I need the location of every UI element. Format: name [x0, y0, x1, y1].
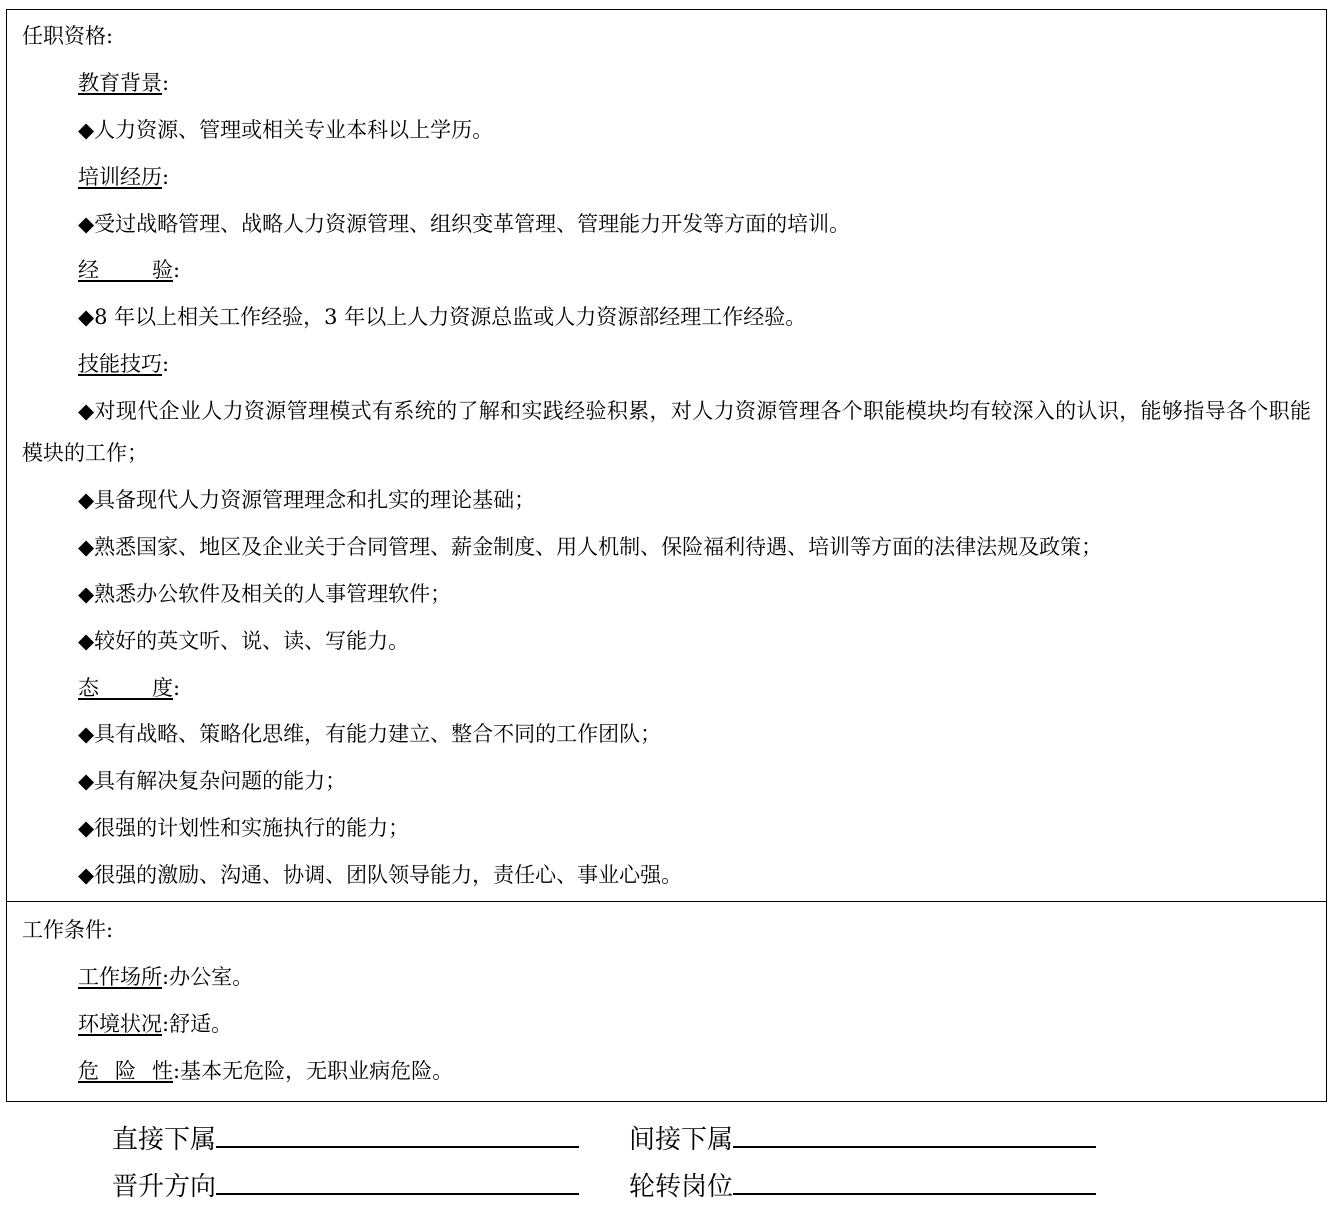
attitude-item-4: ◆很强的激励、沟通、协调、团队领导能力，责任心、事业心强。 — [78, 863, 683, 887]
attitude-label: 态 度: — [78, 676, 181, 700]
direct-subordinates-label: 直接下属 — [112, 1125, 217, 1155]
heading-colon: : — [106, 24, 114, 48]
environment-row — [78, 1010, 1326, 1038]
indirect-subordinates-label: 间接下属 — [629, 1125, 734, 1155]
location-label: 工作场所 — [78, 965, 162, 989]
indirect-subordinates-field — [629, 1120, 1096, 1157]
attitude-item-3: ◆很强的计划性和实施执行的能力； — [78, 816, 410, 840]
job-description-table — [6, 9, 1327, 1102]
environment-label: 环境状况 — [78, 1012, 162, 1036]
promotion-direction-field — [112, 1167, 579, 1204]
direct-subordinates-blank[interactable] — [216, 1120, 579, 1148]
training-label-text: 培训经历 — [78, 165, 162, 189]
risk-row — [78, 1057, 1326, 1085]
qualifications-section — [7, 9, 1326, 902]
heading-colon: : — [106, 918, 114, 942]
education-label-text: 教育背景 — [78, 71, 162, 95]
skills-item-4: ◆熟悉办公软件及相关的人事管理软件； — [78, 582, 452, 606]
conditions-heading-text: 工作条件 — [22, 918, 106, 942]
skills-item-2: ◆具备现代人力资源管理理念和扎实的理论基础； — [78, 488, 536, 512]
conditions-heading — [22, 916, 1326, 944]
location-value: :办公室。 — [162, 965, 254, 989]
skills-label-text: 技能技巧 — [78, 352, 162, 376]
skills-label: 技能技巧: — [78, 352, 170, 376]
education-label: 教育背景: — [78, 71, 170, 95]
experience-label: 经 验: — [78, 258, 181, 282]
qualifications-heading — [22, 22, 1326, 50]
environment-value: :舒适。 — [162, 1012, 233, 1036]
skills-item-3: ◆熟悉国家、地区及企业关于合同管理、薪金制度、用人机制、保险福利待遇、培训等方面的法律法规及政策； — [78, 535, 1103, 559]
training-item: ◆受过战略管理、战略人力资源管理、组织变革管理、管理能力开发等方面的培训。 — [78, 212, 851, 236]
attitude-label-text: 态 度 — [78, 676, 173, 700]
promotion-direction-blank[interactable] — [216, 1167, 579, 1195]
risk-label: 危 险 性 — [78, 1059, 173, 1083]
rotation-position-label: 轮转岗位 — [629, 1172, 734, 1202]
conditions-section — [7, 902, 1326, 1102]
attitude-item-2: ◆具有解决复杂问题的能力； — [78, 769, 347, 793]
promotion-direction-label: 晋升方向 — [112, 1172, 217, 1202]
attitude-item-1: ◆具有战略、策略化思维，有能力建立、整合不同的工作团队； — [78, 722, 662, 746]
location-row — [78, 963, 1326, 991]
skills-item-1: ◆对现代企业人力资源管理模式有系统的了解和实践经验积累，对人力资源管理各个职能模块均有较深入的认识，能够指导各个职能模块的工作； — [22, 399, 1311, 465]
risk-value: :基本无危险，无职业病危险。 — [173, 1059, 454, 1083]
qualifications-heading-text: 任职资格 — [22, 24, 106, 48]
training-label: 培训经历: — [78, 165, 170, 189]
rotation-position-field — [629, 1167, 1096, 1204]
experience-item: ◆8 年以上相关工作经验，3 年以上人力资源总监或人力资源部经理工作经验。 — [78, 305, 807, 329]
direct-subordinates-field — [112, 1120, 579, 1157]
rotation-position-blank[interactable] — [733, 1167, 1096, 1195]
education-item: ◆人力资源、管理或相关专业本科以上学历。 — [78, 118, 494, 142]
experience-label-text: 经 验 — [78, 258, 173, 282]
indirect-subordinates-blank[interactable] — [733, 1120, 1096, 1148]
skills-item-5: ◆较好的英文听、说、读、写能力。 — [78, 629, 410, 653]
